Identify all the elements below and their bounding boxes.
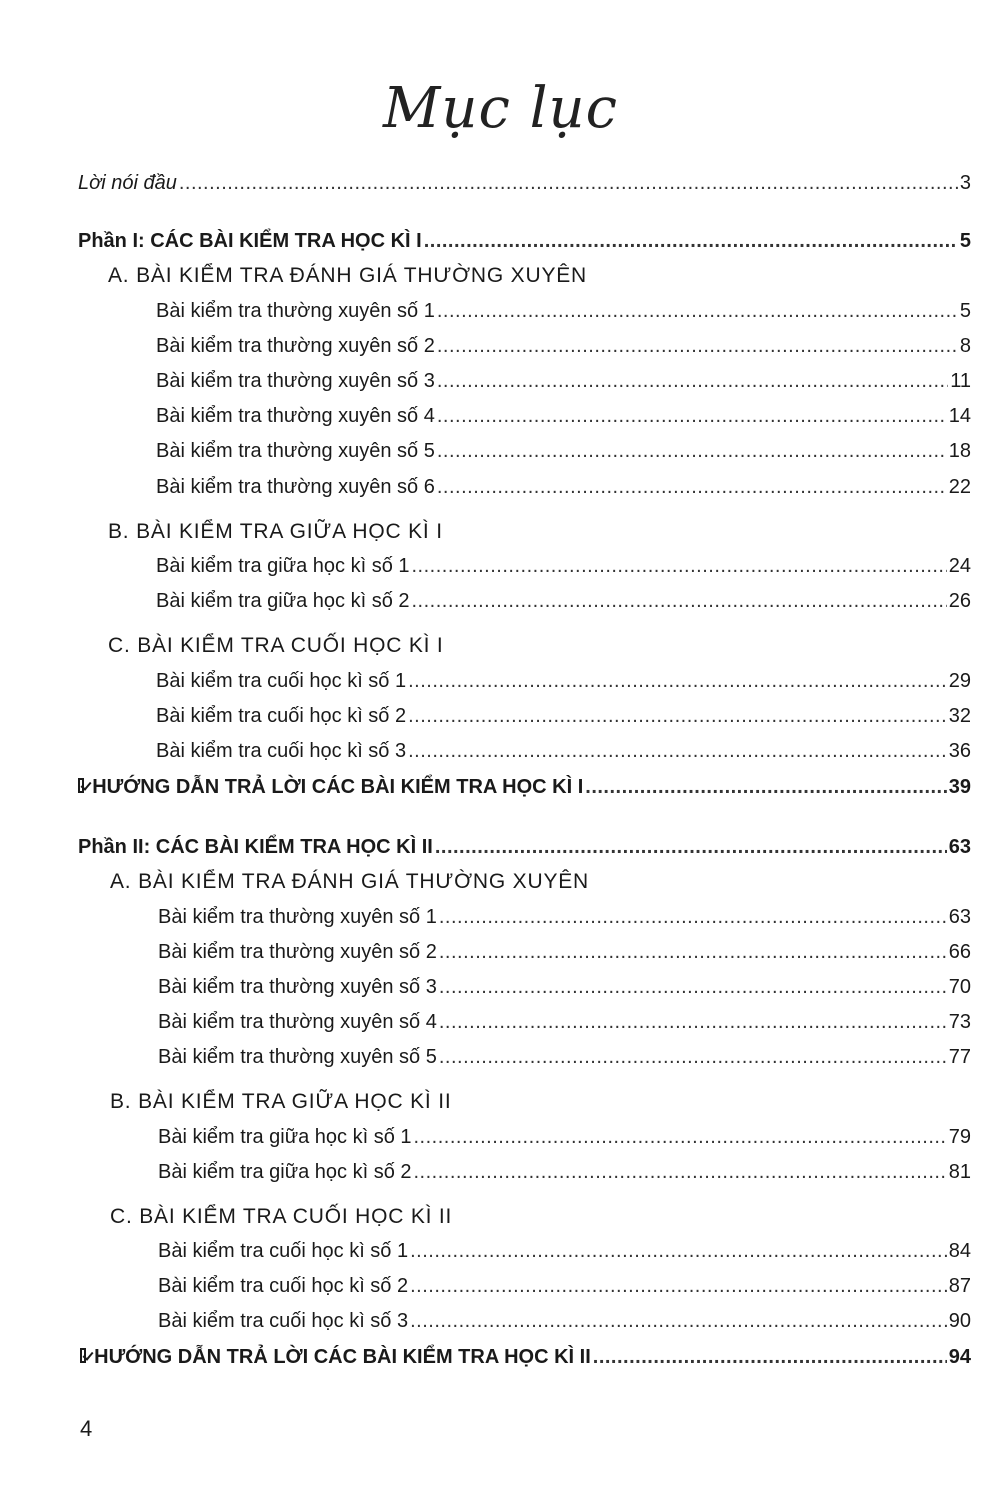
toc-entry-label: Bài kiểm tra cuối học kì số 3 — [158, 1310, 409, 1332]
toc-entry-page: 70 — [948, 976, 971, 998]
toc-section-heading: A. BÀI KIỂM TRA ĐÁNH GIÁ THƯỜNG XUYÊN — [108, 264, 588, 287]
dot-leader — [410, 1240, 947, 1263]
toc-entry-page: 63 — [948, 836, 971, 858]
toc-entry[interactable] — [158, 1046, 971, 1076]
toc-entry-page: 39 — [948, 776, 971, 798]
dot-leader — [412, 590, 947, 613]
toc-entry-label: Bài kiểm tra giữa học kì số 2 — [156, 590, 410, 612]
toc-entry-label: Bài kiểm tra cuối học kì số 1 — [156, 670, 407, 692]
dot-leader — [408, 740, 947, 763]
toc-entry-page: 24 — [948, 555, 971, 577]
toc-entry[interactable] — [156, 555, 971, 585]
dot-leader — [439, 941, 947, 964]
dot-leader — [437, 335, 958, 358]
toc-entry-label: Bài kiểm tra giữa học kì số 2 — [158, 1161, 412, 1183]
toc-entry-label: HƯỚNG DẪN TRẢ LỜI CÁC BÀI KIỂM TRA HỌC KÌ II — [94, 1346, 591, 1368]
toc-entry-label: Bài kiểm tra thường xuyên số 5 — [158, 1046, 437, 1068]
toc-entry-label: Bài kiểm tra thường xuyên số 1 — [158, 906, 437, 928]
toc-entry-label: Bài kiểm tra thường xuyên số 2 — [158, 941, 437, 963]
toc-entry[interactable] — [158, 1161, 971, 1191]
toc-section-heading: A. BÀI KIỂM TRA ĐÁNH GIÁ THƯỜNG XUYÊN — [110, 870, 590, 893]
toc-entry-page: 77 — [948, 1046, 971, 1068]
toc-entry-label: Phần II: CÁC BÀI KIỂM TRA HỌC KÌ II — [78, 836, 433, 858]
dot-leader — [410, 1275, 947, 1298]
toc-entry[interactable] — [156, 405, 971, 435]
toc-entry-page: 8 — [959, 335, 971, 357]
toc-entry-page: 73 — [948, 1011, 971, 1033]
toc-entry[interactable] — [158, 1240, 971, 1270]
dot-leader — [179, 172, 958, 195]
toc-entry-label: Bài kiểm tra giữa học kì số 1 — [156, 555, 410, 577]
toc-entry[interactable] — [158, 906, 971, 936]
page-number: 4 — [80, 1416, 93, 1441]
toc-entry-page: 32 — [948, 705, 971, 727]
dot-leader — [408, 670, 947, 693]
toc-entry[interactable] — [158, 1275, 971, 1305]
toc-answers-part-1[interactable] — [78, 776, 971, 806]
toc-entry-page: 94 — [948, 1346, 971, 1368]
toc-entry[interactable] — [156, 590, 971, 620]
checkbox-icon — [80, 1348, 86, 1363]
toc-entry-label: Bài kiểm tra giữa học kì số 1 — [158, 1126, 412, 1148]
toc-entry-page: 5 — [959, 300, 971, 322]
toc-entry[interactable] — [158, 1126, 971, 1156]
toc-section-heading: B. BÀI KIỂM TRA GIỮA HỌC KÌ II — [110, 1090, 452, 1113]
dot-leader — [437, 440, 947, 463]
dot-leader — [439, 1046, 947, 1069]
dot-leader — [410, 1310, 947, 1333]
toc-entry-label: Bài kiểm tra thường xuyên số 2 — [156, 335, 435, 357]
toc-entry-label: Bài kiểm tra thường xuyên số 6 — [156, 476, 435, 498]
toc-entry[interactable] — [156, 476, 971, 506]
toc-entry-label: Bài kiểm tra thường xuyên số 4 — [158, 1011, 437, 1033]
toc-entry[interactable] — [156, 370, 971, 400]
dot-leader — [414, 1126, 947, 1149]
toc-entry-label: Lời nói đầu — [78, 172, 177, 194]
toc-entry-label: Bài kiểm tra thường xuyên số 1 — [156, 300, 435, 322]
toc-entry-label: Bài kiểm tra cuối học kì số 1 — [158, 1240, 409, 1262]
dot-leader — [439, 1011, 947, 1034]
toc-entry[interactable] — [156, 670, 971, 700]
toc-answers-part-2[interactable] — [80, 1346, 971, 1376]
toc-entry-label: Bài kiểm tra cuối học kì số 3 — [156, 740, 407, 762]
toc-entry[interactable] — [158, 1310, 971, 1340]
toc-entry[interactable] — [158, 941, 971, 971]
toc-entry[interactable] — [156, 335, 971, 365]
dot-leader — [424, 230, 958, 253]
page-title: Mục lục — [383, 76, 618, 141]
toc-entry-label: Bài kiểm tra thường xuyên số 3 — [156, 370, 435, 392]
toc-entry-label: Phần I: CÁC BÀI KIỂM TRA HỌC KÌ I — [78, 230, 422, 252]
toc-section-heading: B. BÀI KIỂM TRA GIỮA HỌC KÌ I — [108, 520, 443, 543]
toc-entry-page: 29 — [948, 670, 971, 692]
toc-entry-page: 79 — [948, 1126, 971, 1148]
toc-entry-page: 3 — [959, 172, 971, 194]
toc-entry-page: 90 — [948, 1310, 971, 1332]
toc-entry-page: 22 — [948, 476, 971, 498]
dot-leader — [414, 1161, 947, 1184]
dot-leader — [412, 555, 947, 578]
toc-entry-label: Bài kiểm tra thường xuyên số 5 — [156, 440, 435, 462]
toc-section-heading: C. BÀI KIỂM TRA CUỐI HỌC KÌ I — [108, 634, 444, 657]
dot-leader — [439, 906, 947, 929]
toc-entry-page: 87 — [948, 1275, 971, 1297]
toc-entry-page: 63 — [948, 906, 971, 928]
toc-entry-page: 66 — [948, 941, 971, 963]
toc-entry-page: 5 — [959, 230, 971, 252]
toc-entry-label: Bài kiểm tra cuối học kì số 2 — [156, 705, 407, 727]
dot-leader — [439, 976, 947, 999]
toc-part-1-title[interactable] — [78, 230, 971, 260]
toc-entry[interactable] — [156, 440, 971, 470]
toc-entry-label: Bài kiểm tra cuối học kì số 2 — [158, 1275, 409, 1297]
dot-leader — [437, 476, 947, 499]
dot-leader — [437, 370, 948, 393]
toc-entry-page: 81 — [948, 1161, 971, 1183]
dot-leader — [437, 300, 958, 323]
toc-entry-label: HƯỚNG DẪN TRẢ LỜI CÁC BÀI KIỂM TRA HỌC KÌ I — [92, 776, 584, 798]
checkbox-icon — [78, 778, 84, 793]
dot-leader — [437, 405, 947, 428]
toc-entry-page: 14 — [948, 405, 971, 427]
toc-entry-label: Bài kiểm tra thường xuyên số 4 — [156, 405, 435, 427]
toc-entry-label: Bài kiểm tra thường xuyên số 3 — [158, 976, 437, 998]
dot-leader — [408, 705, 947, 728]
toc-entry-page: 84 — [948, 1240, 971, 1262]
toc-entry-page: 11 — [950, 370, 971, 392]
toc-entry[interactable] — [158, 1011, 971, 1041]
dot-leader — [435, 836, 947, 859]
toc-part-2-title[interactable] — [78, 836, 971, 866]
toc-entry-intro[interactable] — [78, 172, 971, 202]
toc-entry[interactable] — [156, 705, 971, 735]
toc-entry[interactable] — [156, 300, 971, 330]
toc-entry[interactable] — [158, 976, 971, 1006]
toc-entry-page: 26 — [948, 590, 971, 612]
dot-leader — [585, 776, 946, 799]
toc-entry[interactable] — [156, 740, 971, 770]
toc-section-heading: C. BÀI KIỂM TRA CUỐI HỌC KÌ II — [110, 1205, 453, 1228]
dot-leader — [593, 1346, 947, 1369]
toc-entry-page: 18 — [948, 440, 971, 462]
toc-entry-page: 36 — [948, 740, 971, 762]
